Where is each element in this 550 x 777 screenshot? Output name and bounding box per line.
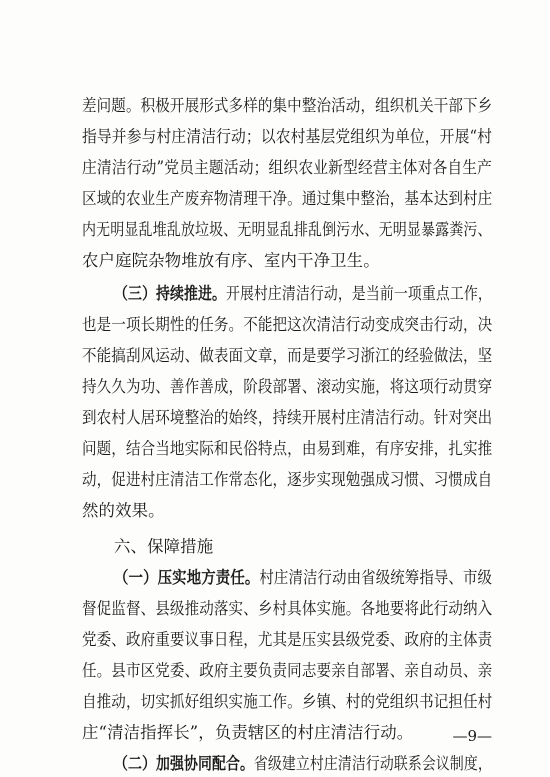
paragraph-text: 差问题。积极开展形式多样的集中整治活动，组织机关干部下乡	[82, 96, 493, 115]
text-line	[82, 158, 492, 178]
paragraph-text: 开展村庄清洁行动，是当前一项重点工作，	[225, 284, 492, 303]
text-line	[82, 501, 165, 521]
text-line	[82, 723, 413, 743]
text-line	[82, 220, 492, 240]
paragraph-text: 庄“清洁指挥长”，负责辖区的村庄清洁行动。	[82, 723, 414, 742]
text-line	[82, 346, 492, 366]
paragraph-text: 然的效果。	[82, 501, 165, 520]
text-line	[82, 692, 492, 712]
paragraph-text: 党委、政府重要议事日程，尤其是压实县级党委、政府的主体责	[82, 630, 493, 649]
text-line	[82, 470, 492, 490]
paragraph-text: 任。县市区党委、政府主要负责同志要亲自部署、亲自动员、亲	[82, 661, 493, 680]
paragraph-text: 村庄清洁行动由省级统筹指导、市级	[259, 568, 493, 587]
text-line	[82, 96, 492, 116]
paragraph-text: 持久久为功、善作善成，阶段部署、滚动实施，将这项行动贯穿	[82, 377, 493, 396]
text-line	[82, 439, 492, 459]
text-line	[82, 315, 492, 335]
paragraph-text: 农户庭院杂物堆放有序、室内干净卫生。	[82, 251, 380, 270]
text-line	[82, 377, 492, 397]
paragraph-text: 问题，结合当地实际和民俗特点，由易到难，有序安排，扎实推	[82, 439, 493, 458]
paragraph-text: 指导并参与村庄清洁行动；以农村基层党组织为单位，开展“村	[82, 127, 493, 146]
paragraph-text: 庄清洁行动”党员主题活动；组织农业新型经营主体对各自生产	[82, 158, 493, 177]
paragraph-text: 不能搞刮风运动、做表面文章，而是要学习浙江的经验做法，坚	[82, 346, 493, 365]
page-number: —9—	[452, 727, 492, 745]
text-line	[82, 189, 492, 209]
text-line	[82, 630, 492, 650]
text-line	[114, 284, 492, 304]
text-line	[82, 127, 492, 147]
bold-heading-text: （一）压实地方责任。	[114, 568, 260, 587]
text-line	[114, 568, 492, 588]
paragraph-text: 区域的农业生产废弃物清理干净。通过集中整治，基本达到村庄	[82, 189, 493, 208]
paragraph-text: 自推动，切实抓好组织实施工作。乡镇、村的党组织书记担任村	[82, 692, 493, 711]
paragraph-text: 动，促进村庄清洁工作常态化，逐步实现勉强成习惯、习惯成自	[82, 470, 493, 489]
bold-heading-text: （三）持续推进。	[114, 284, 226, 303]
paragraph-text: 到农村人居环境整治的始终，持续开展村庄清洁行动。针对突出	[82, 408, 493, 427]
text-line	[114, 537, 213, 557]
text-line	[82, 251, 380, 271]
paragraph-text: 内无明显乱堆乱放垃圾、无明显乱排乱倒污水、无明显暴露粪污、	[82, 220, 492, 239]
paragraph-text: 也是一项长期性的任务。不能把这次清洁行动变成突击行动，决	[82, 315, 493, 334]
paragraph-text: 六、保障措施	[114, 537, 214, 556]
text-line	[82, 408, 492, 428]
text-line	[114, 754, 492, 774]
paragraph-text: 督促监督、县级推动落实、乡村具体实施。各地要将此行动纳入	[82, 599, 493, 618]
paragraph-text: 省级建立村庄清洁行动联系会议制度，	[253, 754, 492, 773]
bold-heading-text: （二）加强协同配合。	[114, 754, 254, 773]
text-line	[82, 661, 492, 681]
text-line	[82, 599, 492, 619]
